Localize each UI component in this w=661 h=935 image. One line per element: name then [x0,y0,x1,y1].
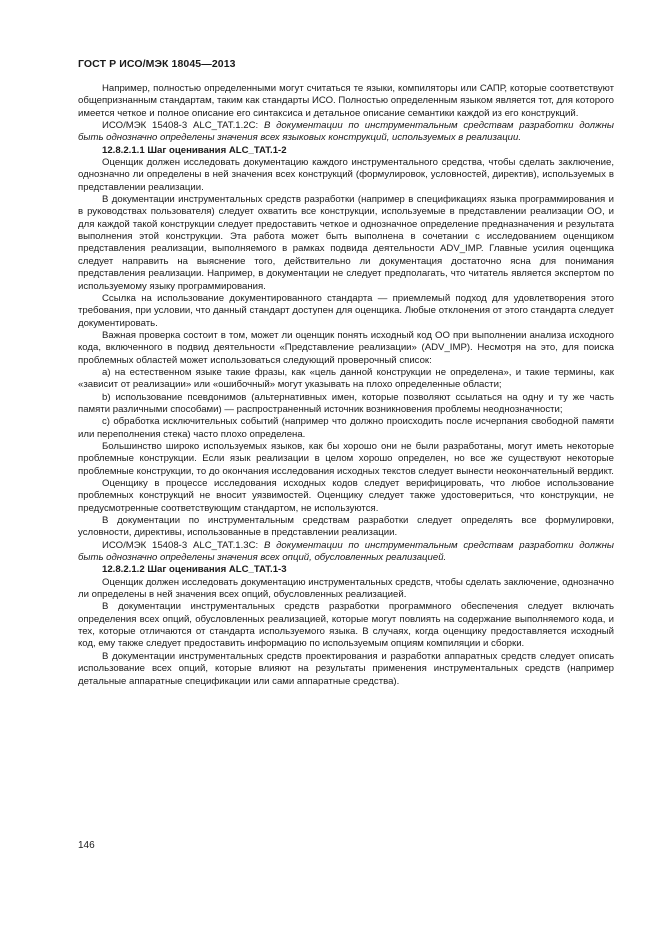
requirement-text: В документации по инструментальным средствам разработки должны быть однозначно определены значения всех языковых конструкций, используемых в реализации. [78,120,614,144]
page-number: 146 [78,840,95,851]
body-paragraph: Например, полностью определенными могут считаться те языки, компиляторы или САПР, которые соответствуют общепризнанным стандартам, таким как стандарты ИСО. Полностью определенным языком является тот, для которого имеется четкое и полное описание его синтаксиса и детальное описание семантики каждой из его конструкций. [78,83,614,119]
section-heading: 12.8.2.1.1 Шаг оценивания ALC_TAT.1-2 [102,144,287,156]
body-paragraph: b) использование псевдонимов (альтернативных имен, которые позволяют ссылаться на одну и ту же часть памяти различными способами) — распространенный источник возникновения проблемы неоднозначности; [78,391,614,415]
requirement-id: ИСО/МЭК 15408-3 ALC_TAT.1.3C: [102,539,264,551]
body-paragraph: a) на естественном языке такие фразы, как «цель данной конструкции не определена», и такие термины, как «зависит от реализации» или «ошибочный» могут указывать на плохо определенные области; [78,366,614,391]
body-paragraph: В документации по инструментальным средствам разработки следует определять все формулировки, условности, директивы, использованные в представлении реализации. [78,515,614,539]
body-paragraph: Большинство широко используемых языков, как бы хорошо они не были разработаны, могут иметь некоторые проблемные конструкции. Если язык реализации в целом хорошо определен, но все же существуют некоторые проблемные конструкции, то до окончания исследования исходных текстов следует вынести неокончательный вердикт. [78,440,614,477]
body-paragraph: c) обработка исключительных событий (например что должно происходить после исчерпания свободной памяти или переполнения стека) часто плохо определена. [78,416,614,440]
body-paragraph: Оценщик должен исследовать документацию каждого инструментального средства, чтобы сделать заключение, однозначно ли определены в ней значения всех конструкций (формулировок, условностей, директив), используемых в представлении реализации. [78,157,614,193]
requirement-text: В документации по инструментальным средствам разработки должны быть однозначно определены значения всех опций, обусловленных реализацией. [78,539,614,564]
document-body [78,83,614,688]
body-paragraph: В документации инструментальных средств разработки (например в спецификациях языка программирования и в руководствах пользователя) следует охватить все конструкции, используемые в представлении реализации ОО, и для каждой такой конструкции следует предоставить четкое и однозначное определение предназначения и результата выполнения этой конструкции. Эта работа может быть выполнена в сочетании с исследованием оценщиком представления реализации, выполняемого в рамках подвида деятельности ADV_IMP. Главные усилия оценщика следует направить на выяснение того, действительно ли документация достаточно ясна для понимания представления реализации. Например, в документации не следует предполагать, что читатель является экспертом по используемому языку программирования. [78,194,614,292]
document-page [78,58,614,688]
body-paragraph: В документации инструментальных средств проектирования и разработки аппаратных средств следует описать использование всех опций, которые влияют на результаты применения инструментальных средств (например детальные аппаратные спецификации или сами аппаратные средства). [78,650,614,687]
document-header: ГОСТ Р ИСО/МЭК 18045—2013 [78,58,236,70]
body-paragraph: Оценщик должен исследовать документацию инструментальных средств, чтобы сделать заключение, однозначно ли определены в ней значения всех опций, обусловленных реализацией. [78,576,614,601]
requirement-id: ИСО/МЭК 15408-3 ALC_TAT.1.2C: [102,120,264,132]
requirement-reference [78,540,614,565]
requirement-reference [78,120,614,145]
body-paragraph: Важная проверка состоит в том, может ли оценщик понять исходный код ОО при выполнении анализа исходного кода, включенного в подвид деятельности «Представление реализации» (ADV_IMP). Несмотря на это, для поиска проблемных областей может использоваться следующий проверочный список: [78,329,614,366]
body-paragraph: Оценщику в процессе исследования исходных кодов следует верифицировать, что любое использование проблемных конструкций не вносит уязвимостей. Оценщику следует также удостовериться, что конструкции, не предусмотренные соответствующим стандартом, не используются. [78,478,614,514]
body-paragraph: Ссылка на использование документированного стандарта — приемлемый подход для удовлетворения этого требования, при условии, что данный стандарт доступен для оценщика. Любые отклонения от этого стандарта следует документировать. [78,292,614,329]
body-paragraph: В документации инструментальных средств разработки программного обеспечения следует включать определения всех опций, обусловленных реализацией, которые могут повлиять на содержание выполняемого кода, и тех, которые отличаются от стандарта используемого языка. В случаях, когда оценщику предоставляется исходный код, ему также следует предоставить информацию по используемым опциям компиляции и сборки. [78,601,614,650]
section-heading: 12.8.2.1.2 Шаг оценивания ALC_TAT.1-3 [102,564,287,576]
